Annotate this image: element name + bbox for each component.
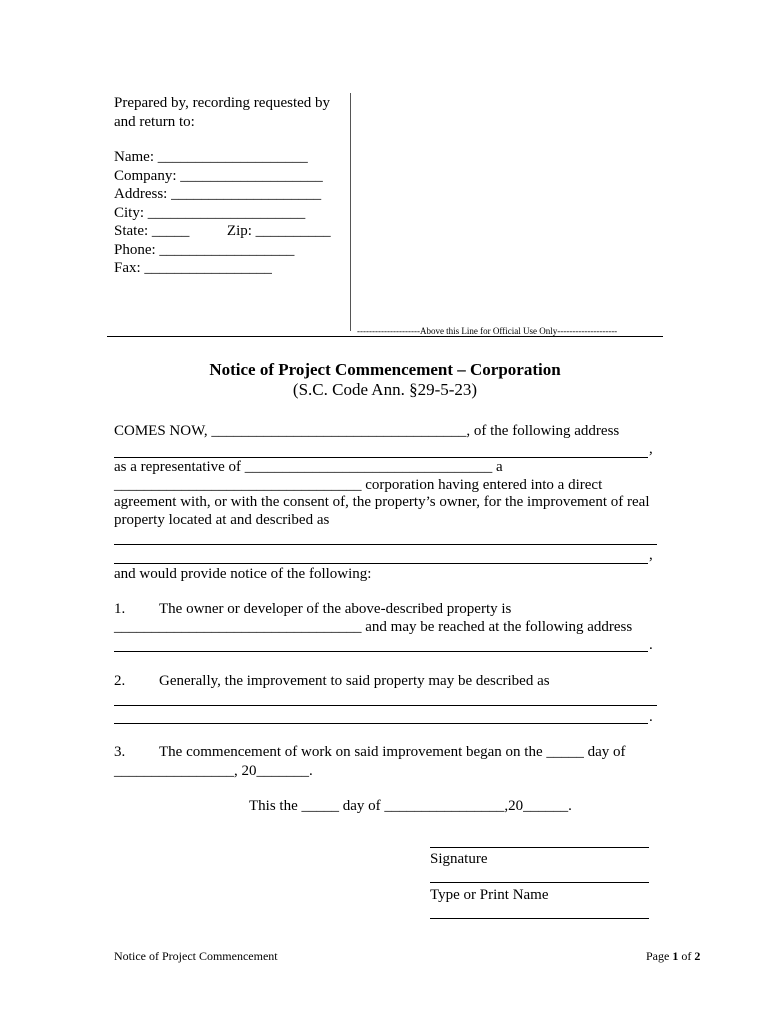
name-field: Name: ____________________ [114,149,308,165]
item-2-number: 2. [114,673,126,689]
company-field: Company: ___________________ [114,168,323,184]
item-1-number: 1. [114,601,126,617]
state-zip-field: State: _____ Zip: __________ [114,223,331,239]
owner-address-blank-line [114,651,648,652]
representative-line: as a representative of _________________________________ a [114,459,503,475]
address-field: Address: ____________________ [114,186,322,202]
header-divider-vertical [350,93,351,331]
page-prefix: Page [646,949,673,963]
item-1-line2: _________________________________ and may be reached at the following address [114,619,633,635]
comma-1: , [649,441,653,457]
phone-field: Phone: __________________ [114,242,295,258]
prepared-by-line2: and return to: [114,114,195,130]
date-line: This the _____ day of ________________,20______. [249,798,572,814]
code-reference: (S.C. Code Ann. §29-5-23) [292,380,478,399]
prepared-by-line1: Prepared by, recording requested by [114,95,331,111]
comes-now-line: COMES NOW, __________________________________, of the following address [114,423,620,439]
page-total: 2 [694,949,701,963]
item-3-line2: ________________, 20_______. [114,763,313,779]
page-number [646,949,700,963]
property-line: property located at and described as [114,512,330,528]
footer-title: Notice of Project Commencement [114,949,278,963]
official-use-note: ---------------------Above this Line for Official Use Only-------------------- [357,326,618,336]
print-name-label: Type or Print Name [430,887,549,903]
item-2-text: Generally, the improvement to said property may be described as [159,673,550,689]
city-field: City: _____________________ [114,205,306,221]
agreement-line: agreement with, or with the consent of, the property’s owner, for the improvement of real [114,494,650,510]
page-of: of [678,949,695,963]
notice-line: and would provide notice of the following: [114,566,372,582]
period-2: . [649,709,653,725]
document-title: Notice of Project Commencement – Corporation [209,360,561,379]
corporation-line: _________________________________ corporation having entered into a direct [114,477,603,493]
item-1-text: The owner or developer of the above-described property is [159,601,512,617]
improvement-blank-line-1 [114,705,657,706]
page-current: 1 [672,949,679,963]
improvement-blank-line-2 [114,723,648,724]
signature-blank-line [430,847,649,848]
extra-blank-line [430,918,649,919]
signature-label: Signature [430,851,488,867]
print-name-blank-line [430,882,649,883]
period-1: . [649,637,653,653]
property-blank-line-2 [114,563,648,564]
header-divider-horizontal [107,336,663,337]
property-blank-line-1 [114,544,657,545]
comma-2: , [649,547,653,563]
item-3-text: The commencement of work on said improvement began on the _____ day of [159,744,626,760]
item-3-number: 3. [114,744,126,760]
fax-field: Fax: _________________ [114,260,272,276]
